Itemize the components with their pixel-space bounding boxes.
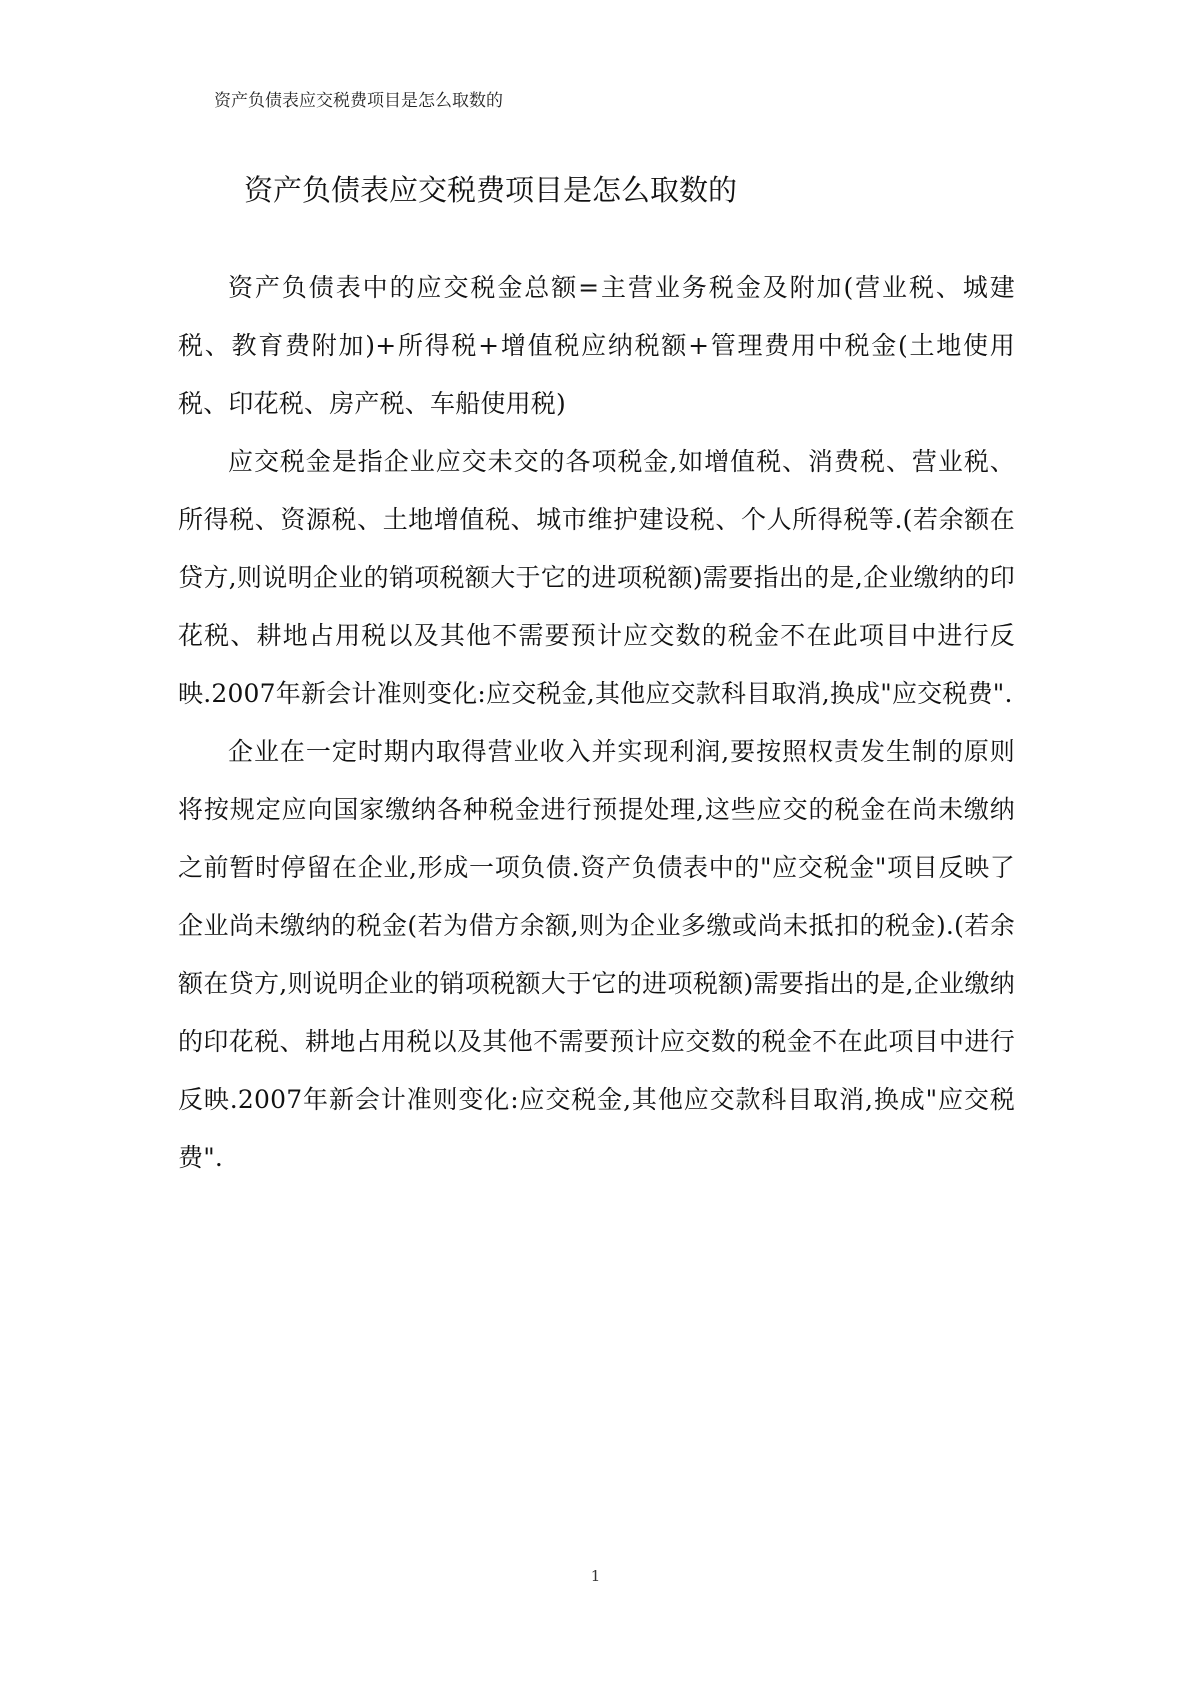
paragraph-tax-total-formula: 资产负债表中的应交税金总额=主营业务税金及附加(营业税、城建税、教育费附加)+所得税+增值税应纳税额+管理费用中税金(土地使用税、印花税、房产税、车船使用税) [178, 273, 1015, 418]
document-body [178, 259, 1015, 1187]
paragraph-tax-liability: 企业在一定时期内取得营业收入并实现利润,要按照权责发生制的原则将按规定应向国家缴纳各种税金进行预提处理,这些应交的税金在尚未缴纳之前暂时停留在企业,形成一项负债.资产负债表中的"应交税金"项目反映了企业尚未缴纳的税金(若为借方余额,则为企业多缴或尚未抵扣的税金).(若余额在贷方,则说明企业的销项税额大于它的进项税额)需要指出的是,企业缴纳的印花税、耕地占用税以及其他不需要预计应交数的税金不在此项目中进行反映.2007年新会计准则变化:应交税金,其他应交款科目取消,换成"应交税费". [178, 737, 1015, 1172]
paragraph-tax-definition: 应交税金是指企业应交未交的各项税金,如增值税、消费税、营业税、所得税、资源税、土地增值税、城市维护建设税、个人所得税等.(若余额在贷方,则说明企业的销项税额大于它的进项税额)需要指出的是,企业缴纳的印花税、耕地占用税以及其他不需要预计应交数的税金不在此项目中进行反映.2007年新会计准则变化:应交税金,其他应交款科目取消,换成"应交税费". [178, 447, 1015, 708]
running-header: 资产负债表应交税费项目是怎么取数的 [214, 91, 503, 111]
document-title: 资产负债表应交税费项目是怎么取数的 [244, 173, 738, 207]
page-number: 1 [590, 1567, 601, 1585]
